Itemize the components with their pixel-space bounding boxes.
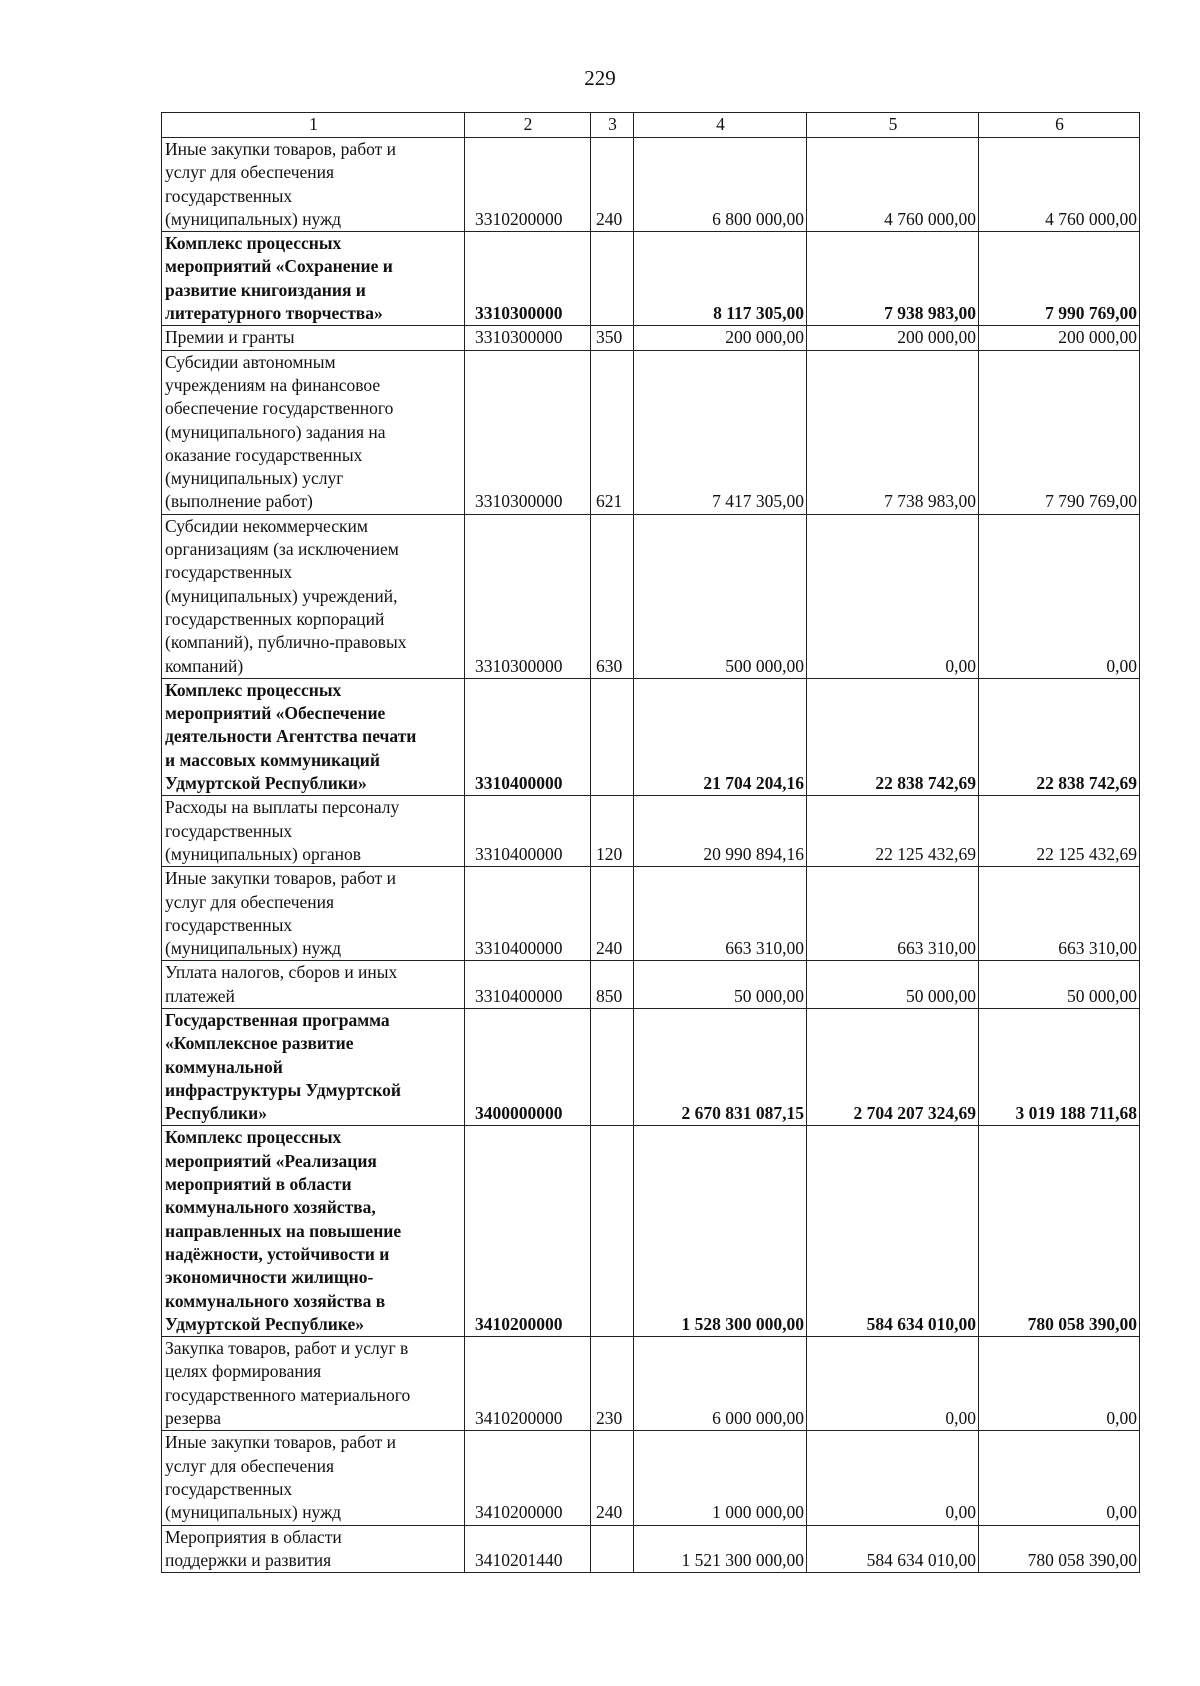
row-value-col6: 0,00 [979,1337,1140,1431]
row-code-cell: 3310400000 [465,961,591,1009]
row-code-cell: 3410201440 [465,1525,591,1573]
row-value-col6: 22 838 742,69 [979,678,1140,795]
row-value-col6: 200 000,00 [979,326,1140,350]
row-name-cell: Премии и гранты [162,326,465,350]
row-value-col6: 3 019 188 711,68 [979,1008,1140,1125]
row-value-col4: 7 417 305,00 [634,350,807,514]
column-header-4: 4 [634,113,807,138]
table-row [162,1431,1140,1525]
table-row [162,138,1140,232]
row-value-col6: 780 058 390,00 [979,1525,1140,1573]
row-expense-type-cell: 850 [591,961,634,1009]
column-header-2: 2 [465,113,591,138]
table-body [162,113,1140,1573]
row-value-col4: 50 000,00 [634,961,807,1009]
row-code-cell: 3310200000 [465,138,591,232]
page-number: 229 [584,66,616,90]
row-code-cell: 3310400000 [465,678,591,795]
table-row [162,1126,1140,1337]
row-name-cell: Государственная программа «Комплексное развитие коммунальной инфраструктуры Удмуртской Республики» [162,1008,465,1125]
row-value-col5: 4 760 000,00 [807,138,979,232]
row-name-cell: Расходы на выплаты персоналу государственных (муниципальных) органов [162,796,465,867]
row-value-col5: 0,00 [807,514,979,678]
row-value-col4: 6 800 000,00 [634,138,807,232]
table-row [162,678,1140,795]
table-row [162,232,1140,326]
row-code-cell: 3410200000 [465,1337,591,1431]
row-value-col6: 7 990 769,00 [979,232,1140,326]
row-name-cell: Закупка товаров, работ и услуг в целях формирования государственного материального резерва [162,1337,465,1431]
row-value-col4: 21 704 204,16 [634,678,807,795]
row-value-col4: 6 000 000,00 [634,1337,807,1431]
row-value-col6: 22 125 432,69 [979,796,1140,867]
row-value-col4: 1 528 300 000,00 [634,1126,807,1337]
table-row [162,1337,1140,1431]
row-code-cell: 3310400000 [465,796,591,867]
row-value-col6: 7 790 769,00 [979,350,1140,514]
row-value-col4: 500 000,00 [634,514,807,678]
table-row [162,1008,1140,1125]
column-header-6: 6 [979,113,1140,138]
row-code-cell: 3310300000 [465,326,591,350]
row-name-cell: Иные закупки товаров, работ и услуг для обеспечения государственных (муниципальных) нужд [162,867,465,961]
column-header-1: 1 [162,113,465,138]
row-name-cell: Иные закупки товаров, работ и услуг для обеспечения государственных (муниципальных) нужд [162,138,465,232]
row-value-col4: 1 521 300 000,00 [634,1525,807,1573]
row-expense-type-cell [591,1008,634,1125]
row-value-col6: 780 058 390,00 [979,1126,1140,1337]
row-value-col5: 2 704 207 324,69 [807,1008,979,1125]
table-row [162,961,1140,1009]
row-expense-type-cell [591,1525,634,1573]
row-value-col6: 4 760 000,00 [979,138,1140,232]
table-header-row [162,113,1140,138]
row-value-col4: 1 000 000,00 [634,1431,807,1525]
row-code-cell: 3310300000 [465,232,591,326]
row-value-col5: 200 000,00 [807,326,979,350]
table-row [162,867,1140,961]
row-expense-type-cell: 240 [591,1431,634,1525]
row-value-col5: 584 634 010,00 [807,1525,979,1573]
row-expense-type-cell: 630 [591,514,634,678]
row-value-col5: 7 738 983,00 [807,350,979,514]
row-value-col5: 584 634 010,00 [807,1126,979,1337]
row-expense-type-cell: 240 [591,867,634,961]
row-expense-type-cell: 621 [591,350,634,514]
row-value-col5: 50 000,00 [807,961,979,1009]
table-row [162,796,1140,867]
row-value-col4: 8 117 305,00 [634,232,807,326]
row-value-col5: 663 310,00 [807,867,979,961]
row-expense-type-cell: 230 [591,1337,634,1431]
row-name-cell: Уплата налогов, сборов и иных платежей [162,961,465,1009]
row-code-cell: 3310400000 [465,867,591,961]
row-value-col5: 22 125 432,69 [807,796,979,867]
row-value-col5: 7 938 983,00 [807,232,979,326]
row-value-col6: 0,00 [979,514,1140,678]
row-name-cell: Комплекс процессных мероприятий «Реализация мероприятий в области коммунального хозяйства, направленных на повышение надёжности, устойчивости и экономичности жилищно- коммунального хозяйства в Удмуртской Республике» [162,1126,465,1337]
row-value-col6: 663 310,00 [979,867,1140,961]
row-value-col4: 2 670 831 087,15 [634,1008,807,1125]
row-value-col5: 0,00 [807,1337,979,1431]
row-expense-type-cell: 350 [591,326,634,350]
row-code-cell: 3410200000 [465,1126,591,1337]
row-value-col5: 0,00 [807,1431,979,1525]
row-code-cell: 3410200000 [465,1431,591,1525]
row-name-cell: Комплекс процессных мероприятий «Сохранение и развитие книгоиздания и литературного творчества» [162,232,465,326]
row-expense-type-cell [591,678,634,795]
row-expense-type-cell [591,232,634,326]
row-code-cell: 3310300000 [465,514,591,678]
table-row [162,326,1140,350]
row-name-cell: Субсидии некоммерческим организациям (за исключением государственных (муниципальных) учреждений, государственных корпораций (компаний), публично-правовых компаний) [162,514,465,678]
table-row [162,350,1140,514]
row-code-cell: 3400000000 [465,1008,591,1125]
table-row [162,514,1140,678]
row-value-col6: 0,00 [979,1431,1140,1525]
row-value-col4: 20 990 894,16 [634,796,807,867]
row-expense-type-cell: 120 [591,796,634,867]
column-header-3: 3 [591,113,634,138]
row-value-col5: 22 838 742,69 [807,678,979,795]
row-value-col6: 50 000,00 [979,961,1140,1009]
row-expense-type-cell [591,1126,634,1337]
row-name-cell: Иные закупки товаров, работ и услуг для обеспечения государственных (муниципальных) нужд [162,1431,465,1525]
row-name-cell: Субсидии автономным учреждениям на финансовое обеспечение государственного (муниципального) задания на оказание государственных (муниципальных) услуг (выполнение работ) [162,350,465,514]
row-code-cell: 3310300000 [465,350,591,514]
row-name-cell: Мероприятия в области поддержки и развития [162,1525,465,1573]
row-name-cell: Комплекс процессных мероприятий «Обеспечение деятельности Агентства печати и массовых коммуникаций Удмуртской Республики» [162,678,465,795]
row-value-col4: 663 310,00 [634,867,807,961]
column-header-5: 5 [807,113,979,138]
budget-table [161,112,1140,1573]
row-expense-type-cell: 240 [591,138,634,232]
table-row [162,1525,1140,1573]
row-value-col4: 200 000,00 [634,326,807,350]
